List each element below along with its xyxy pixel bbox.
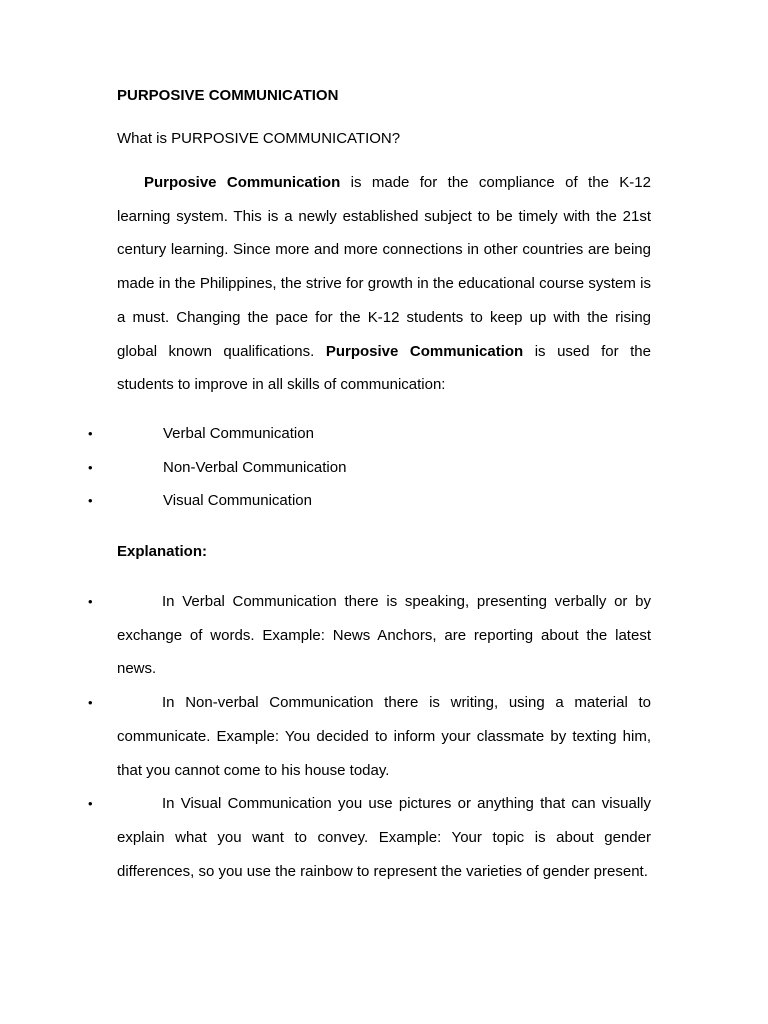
- skill-label: Verbal Communication: [163, 425, 314, 442]
- bullet-icon: •: [88, 594, 93, 609]
- bullet-icon: •: [88, 459, 93, 475]
- explanation-heading: Explanation:: [117, 543, 208, 560]
- bullet-icon: •: [88, 426, 93, 441]
- intro-paragraph: [117, 166, 651, 402]
- explanation-text: In Visual Communication you use pictures or anything that can visually explain what you want to convey. Example: Your topic is about gender differences, so you use the rainbow to represent the varieties of gender present.: [117, 795, 651, 880]
- intro-text: is used for the students to improve in all skills of communication:: [117, 342, 651, 394]
- bullet-icon: •: [88, 695, 93, 711]
- bullet-icon: •: [88, 493, 93, 509]
- skills-list: [0, 417, 768, 518]
- list-item: [0, 417, 768, 451]
- intro-bold-term: Purposive Communication: [144, 174, 341, 191]
- intro-bold-term: Purposive Communication: [325, 342, 524, 360]
- skill-label: Non-Verbal Communication: [163, 458, 347, 476]
- explanation-text: In Verbal Communication there is speaking, presenting verbally or by exchange of words. Example: News Anchors, are reporting about the latest news.: [117, 593, 651, 678]
- list-item: [0, 451, 768, 485]
- list-item: [0, 585, 768, 686]
- explanations-list: [0, 585, 768, 888]
- intro-text: is made for the compliance of the K-12 learning system. This is a newly established subject to be timely with the 21st century learning. Since more and more connections in other countries are being made in the Philippines, the strive for growth in the educational course system is a must. Changing the pace for the K-12 students to keep up with the rising global known qualifications.: [117, 174, 651, 360]
- list-item: [0, 787, 768, 888]
- list-item: [0, 484, 768, 518]
- list-item: [0, 686, 768, 787]
- bullet-icon: •: [88, 796, 93, 812]
- section-question: What is PURPOSIVE COMMUNICATION?: [117, 130, 401, 147]
- skill-label: Visual Communication: [163, 492, 312, 510]
- document-title: PURPOSIVE COMMUNICATION: [117, 87, 339, 104]
- explanation-text: In Non-verbal Communication there is writing, using a material to communicate. Example: You decided to inform your classmate by texting him, that you cannot come to his house today.: [117, 694, 651, 779]
